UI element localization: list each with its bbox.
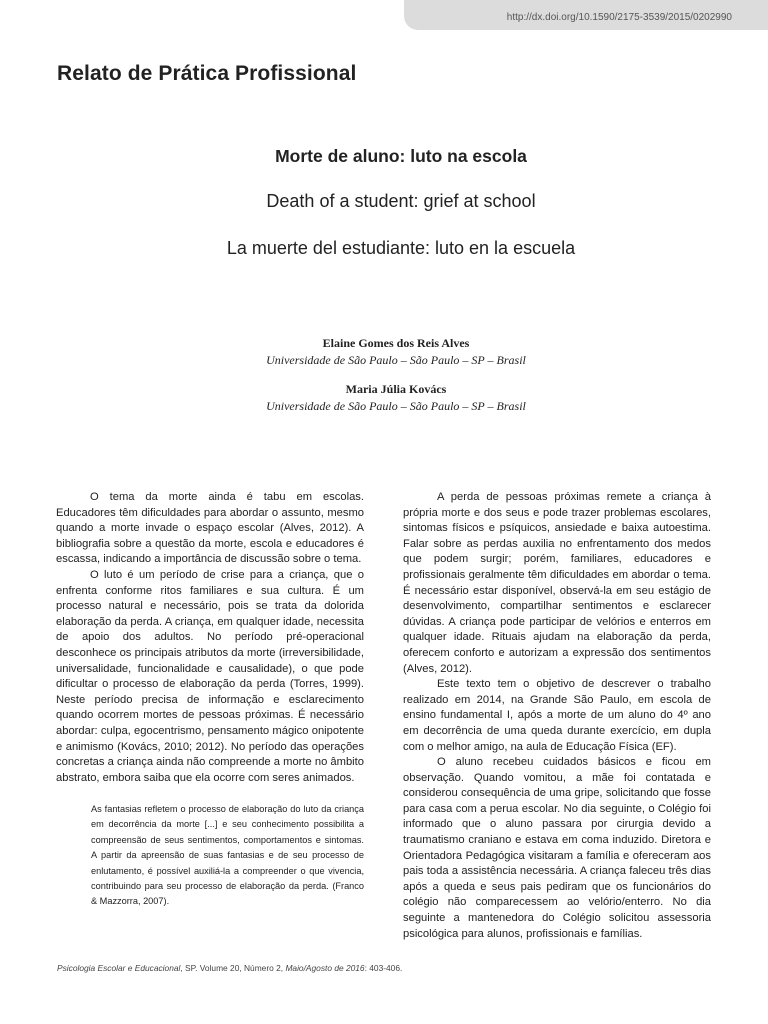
- author-block: [0, 336, 768, 368]
- doi-link[interactable]: http://dx.doi.org/10.1590/2175-3539/2015/0202990: [506, 12, 732, 23]
- volume-info: , SP. Volume 20, Número 2,: [180, 963, 286, 973]
- right-column: [403, 490, 711, 942]
- author-affiliation: Universidade de São Paulo – São Paulo – SP – Brasil: [266, 399, 526, 413]
- block-quote: As fantasias refletem o processo de elaboração do luto da criança em decorrência da morte [...] e seu conhecimento possibilita a compreensão de seus sentimentos, comportamentos e sintomas. A partir da apreensão de suas fantasias e de seu processo de enlutamento, é possível auxiliá-la a compreender o que vivencia, contribuindo para seu processo de elaboração da perda. (Franco & Mazzorra, 2007).: [91, 804, 364, 907]
- author-name: Elaine Gomes dos Reis Alves: [322, 336, 470, 350]
- author-name: Maria Júlia Kovács: [345, 382, 447, 396]
- paragraph: Este texto tem o objetivo de descrever o trabalho realizado em 2014, na Grande São Paulo, em escola de ensino fundamental I, após a morte de um aluno do 4º ano em decorrência de uma queda durante exercício, em dupla com o melhor amigo, na aula de Educação Física (EF).: [403, 678, 711, 753]
- page-range: : 403-406.: [364, 963, 403, 973]
- left-column: [56, 490, 364, 786]
- doi-tab: [404, 0, 768, 30]
- paragraph: O tema da morte ainda é tabu em escolas. Educadores têm dificuldades para abordar o assunto, mesmo quando a morte invade o espaço escolar (Alves, 2012). A bibliografia sobre a questão da morte, escola e educadores é escassa, indicando a importância de discussão sobre o tema.: [56, 491, 364, 566]
- paragraph: O luto é um período de crise para a criança, que o enfrenta conforme ritos familiares e sua cultura. É um processo natural e necessário, pois se trata da dolorida elaboração da perda. A criança, em qualquer idade, necessita de apoio dos adultos. No período pré-operacional desconhece os principais atributos da morte (irreversibilidade, universalidade, funcionalidade e causalidade), o que pode dificultar o processo de elaboração da perda (Torres, 1999). Neste período precisa de informação e esclarecimento quando ocorrem mortes de pessoas próximas. É necessário abordar: culpa, egocentrismo, pensamento mágico onipotente e animismo (Kovács, 2010; 2012). No período das operações concretas a criança ainda não compreende a morte no âmbito abstrato, embora saiba que ela ocorre com seres animados.: [56, 568, 364, 784]
- title-english: Death of a student: grief at school: [266, 191, 536, 211]
- footer-citation: [57, 963, 402, 973]
- publication-period: Maio/Agosto de 2016: [285, 963, 365, 973]
- paragraph: A perda de pessoas próximas remete a criança à própria morte e dos seus e pode trazer problemas escolares, sintomas físicos e psíquicos, ansiedade e baixa autoestima. Falar sobre as perdas auxilia no enfrentamento dos medos que podem surgir; porém, familiares, educadores e profissionais geralmente têm dificuldades em abordar o tema. É necessário estar disponível, observá-la em seu estágio de desenvolvimento, compartilhar sentimentos e esclarecer dúvidas. A criança pode participar de velórios e enterros em qualquer idade. Rituais ajudam na elaboração da perda, oferecem conforto e autorizam a expressão dos sentimentos (Alves, 2012).: [403, 491, 711, 675]
- journal-name: Psicologia Escolar e Educacional: [57, 963, 181, 973]
- title-spanish: La muerte del estudiante: luto en la escuela: [226, 238, 576, 258]
- paragraph: O aluno recebeu cuidados básicos e ficou em observação. Quando vomitou, a mãe foi contatada e considerou consequência de uma gripe, solicitando que fosse para casa com a perua escolar. No dia seguinte, o Colégio foi informado que o aluno passara por cirurgia devido a traumatismo craniano e estava em coma induzido. Diretora e Orientadora Pedagógica visitaram a família e ofereceram aos pais toda a assistência necessária. A criança faleceu três dias após a queda e seus pais pediram que os funcionários do colégio não comparecessem ao velório/enterro. No dia seguinte a mantenedora do Colégio solicitou assessoria psicológica para alunos, profissionais e famílias.: [403, 756, 711, 940]
- author-affiliation: Universidade de São Paulo – São Paulo – SP – Brasil: [266, 353, 526, 367]
- author-block: [0, 382, 768, 414]
- section-heading: Relato de Prática Profissional: [57, 62, 357, 85]
- title-portuguese: Morte de aluno: luto na escola: [275, 146, 527, 166]
